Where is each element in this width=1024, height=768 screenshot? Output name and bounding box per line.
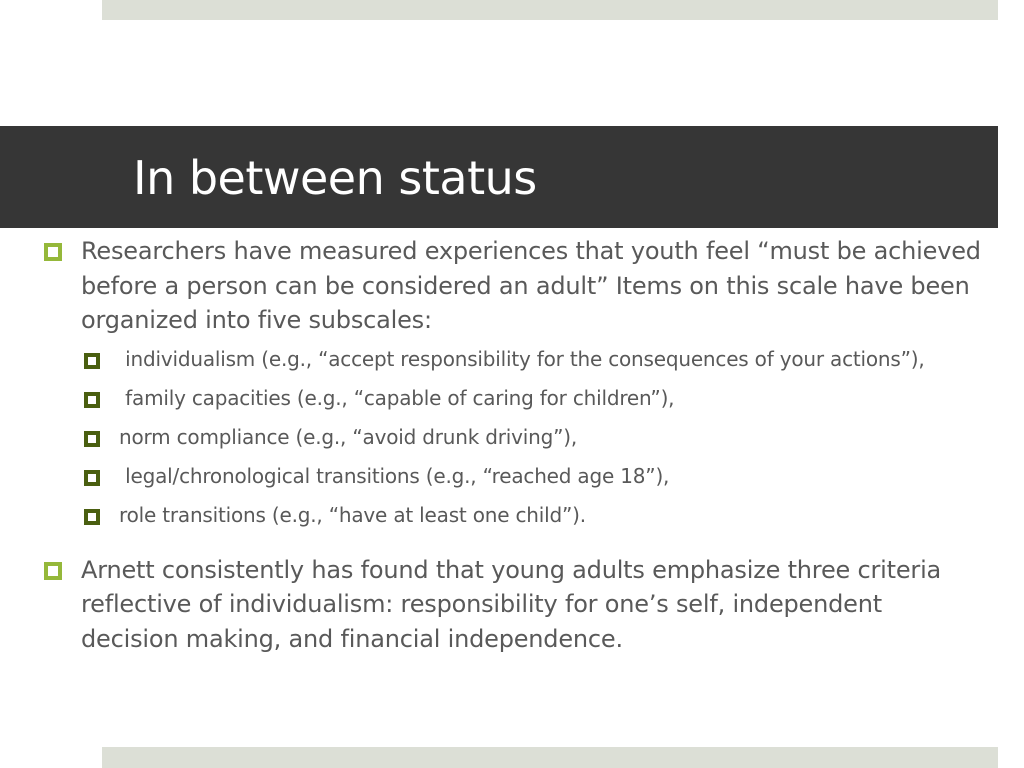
square-bullet-icon xyxy=(84,509,100,525)
square-bullet-icon xyxy=(84,353,100,369)
bullet-item xyxy=(0,234,1024,338)
sub-bullet-text: norm compliance (e.g., “avoid drunk driving”), xyxy=(119,424,578,449)
sub-bullet-text: role transitions (e.g., “have at least one child”). xyxy=(119,502,586,527)
slide-body xyxy=(0,234,1024,656)
square-bullet-icon xyxy=(84,392,100,408)
sub-bullet-item xyxy=(0,344,1024,375)
top-accent-bar xyxy=(102,0,998,20)
sub-bullet-item xyxy=(0,461,1024,492)
square-bullet-icon xyxy=(44,243,62,261)
slide-title: In between status xyxy=(133,151,537,205)
square-bullet-icon xyxy=(84,431,100,447)
bottom-accent-bar xyxy=(102,747,998,768)
sub-bullet-text: legal/chronological transitions (e.g., “reached age 18”), xyxy=(119,463,670,488)
sub-bullet-text: family capacities (e.g., “capable of caring for children”), xyxy=(119,385,675,410)
bullet-text: Researchers have measured experiences that youth feel “must be achieved before a person can be considered an adult” Items on this scale have been organized into five subscales: xyxy=(81,237,981,334)
sub-bullet-text: individualism (e.g., “accept responsibility for the consequences of your actions”), xyxy=(119,346,925,371)
sub-bullet-item xyxy=(0,500,1024,531)
square-bullet-icon xyxy=(84,470,100,486)
bullet-text: Arnett consistently has found that young adults emphasize three criteria reflective of individualism: responsibility for one’s self, independent decision making, and financial independence. xyxy=(81,555,942,653)
square-bullet-icon xyxy=(44,562,62,580)
bullet-item xyxy=(0,553,1024,657)
sub-bullet-item xyxy=(0,383,1024,414)
sub-bullet-item xyxy=(0,422,1024,453)
sub-bullet-list xyxy=(0,344,1024,531)
